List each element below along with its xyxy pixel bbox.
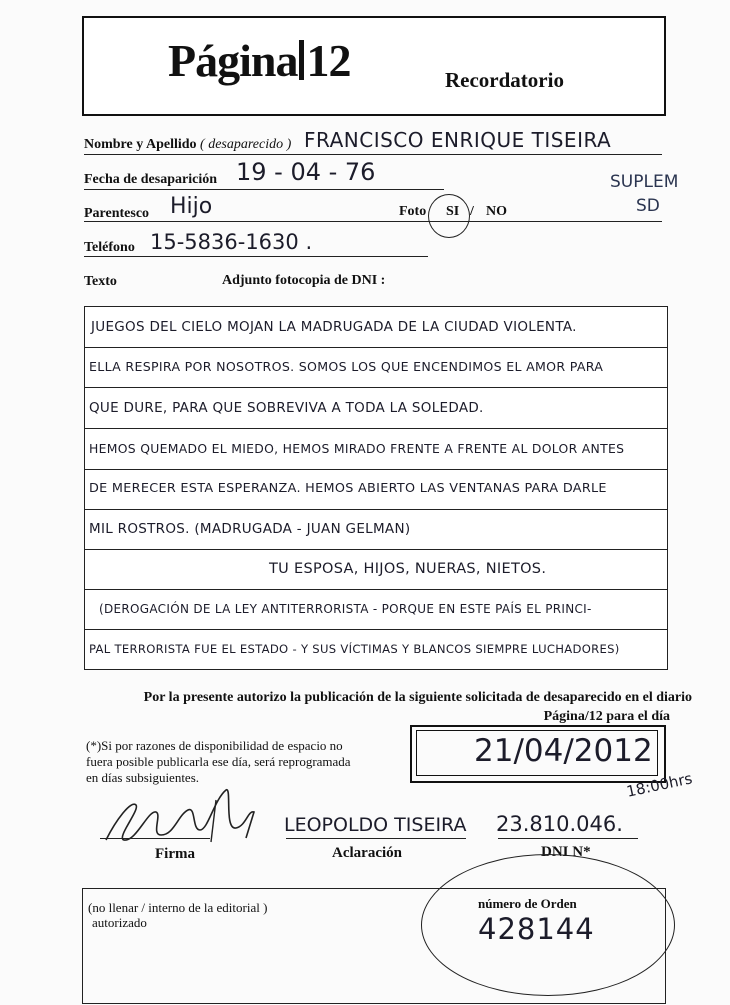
row-divider [85,629,667,630]
brand-number-part: 12 [306,35,351,86]
row-divider [85,509,667,510]
side-note-suplem: SUPLEM [610,172,679,192]
relation-value: Hijo [170,194,213,219]
name-value: FRANCISCO ENRIQUE TISEIRA [304,128,612,152]
row-divider [85,347,667,348]
message-line: QUE DURE, PARA QUE SOBREVIVA A TODA LA SOLEDAD. [89,400,484,416]
phone-underline [84,256,428,257]
rescheduling-note [86,738,386,786]
message-box [84,306,668,670]
office-note-line-1: (no llenar / interno de la editorial ) [88,900,268,915]
dni-underline [498,838,638,839]
row-divider [85,387,667,388]
dni-label: DNI N* [541,844,591,860]
publication-date-value: 21/04/2012 [474,733,653,769]
message-line: HEMOS QUEMADO EL MIEDO, HEMOS MIRADO FRENTE A FRENTE AL DOLOR ANTES [89,441,625,456]
text-label: Texto [84,274,117,289]
side-note-sd: SD [636,196,660,216]
date-underline [84,189,444,190]
signature-underline [100,838,210,839]
message-line: PAL TERRORISTA FUE EL ESTADO - Y SUS VÍCTIMAS Y BLANCOS SIEMPRE LUCHADORES) [89,642,620,656]
message-line: MIL ROSTROS. (MADRUGADA - JUAN GELMAN) [89,521,411,537]
disappearance-date-value: 19 - 04 - 76 [236,158,376,186]
photo-yes-circle-mark [428,194,470,238]
name-label: Nombre y Apellido ( desaparecido ) [84,137,292,152]
brand-logo [168,34,350,87]
relation-label: Parentesco [84,206,150,221]
aclaracion-underline [286,838,466,839]
message-line: (DEROGACIÓN DE LA LEY ANTITERRORISTA - PORQUE EN ESTE PAÍS EL PRINCI- [99,602,592,616]
name-underline [84,154,662,155]
publication-time-note: 18:00hrs [624,769,694,801]
photo-no-option: NO [486,204,507,219]
photo-separator: / [470,204,474,219]
firma-label: Firma [155,846,195,862]
note-line-3: en días subsiguientes. [86,770,200,785]
brand-separator-bar [299,40,304,80]
dni-value: 23.810.046. [496,812,623,836]
row-divider [85,428,667,429]
authorization-line-2: Página/12 para el día [543,709,670,724]
authorization-line-1: Por la presente autorizo la publicación de la siguiente solicitada de desaparecido en el diario [143,690,692,705]
photo-yes-option: SI [446,204,460,219]
phone-value: 15-5836-1630 . [150,230,313,254]
photo-label: Foto [399,204,427,219]
message-line: TU ESPOSA, HIJOS, NUERAS, NIETOS. [269,561,547,577]
date-label: Fecha de desaparición [84,172,217,187]
signature-drawing [96,780,286,850]
row-divider [85,589,667,590]
phone-label: Teléfono [84,240,135,255]
name-hint: ( desaparecido ) [200,137,292,152]
document-title: Recordatorio [445,68,564,92]
office-note-line-2: autorizado [92,915,147,930]
row-divider [85,469,667,470]
message-line: DE MERECER ESTA ESPERANZA. HEMOS ABIERTO LAS VENTANAS PARA DARLE [89,481,607,496]
order-number-value: 428144 [478,912,595,946]
aclaracion-label: Aclaración [332,845,402,861]
brand-name-part: Página [168,35,298,86]
note-line-2: fuera posible publicarla ese día, será reprogramada [86,754,351,769]
dni-copy-label: Adjunto fotocopia de DNI : [222,273,386,288]
message-line: JUEGOS DEL CIELO MOJAN LA MADRUGADA DE LA CIUDAD VIOLENTA. [91,319,577,335]
authorization-text [82,688,692,726]
row-divider [85,549,667,550]
aclaracion-value: LEOPOLDO TISEIRA [284,814,467,836]
relation-underline [84,221,662,222]
message-line: ELLA RESPIRA POR NOSOTROS. SOMOS LOS QUE ENCENDIMOS EL AMOR PARA [89,359,604,374]
note-line-1: (*)Si por razones de disponibilidad de espacio no [86,738,343,753]
order-number-label: número de Orden [478,896,577,911]
